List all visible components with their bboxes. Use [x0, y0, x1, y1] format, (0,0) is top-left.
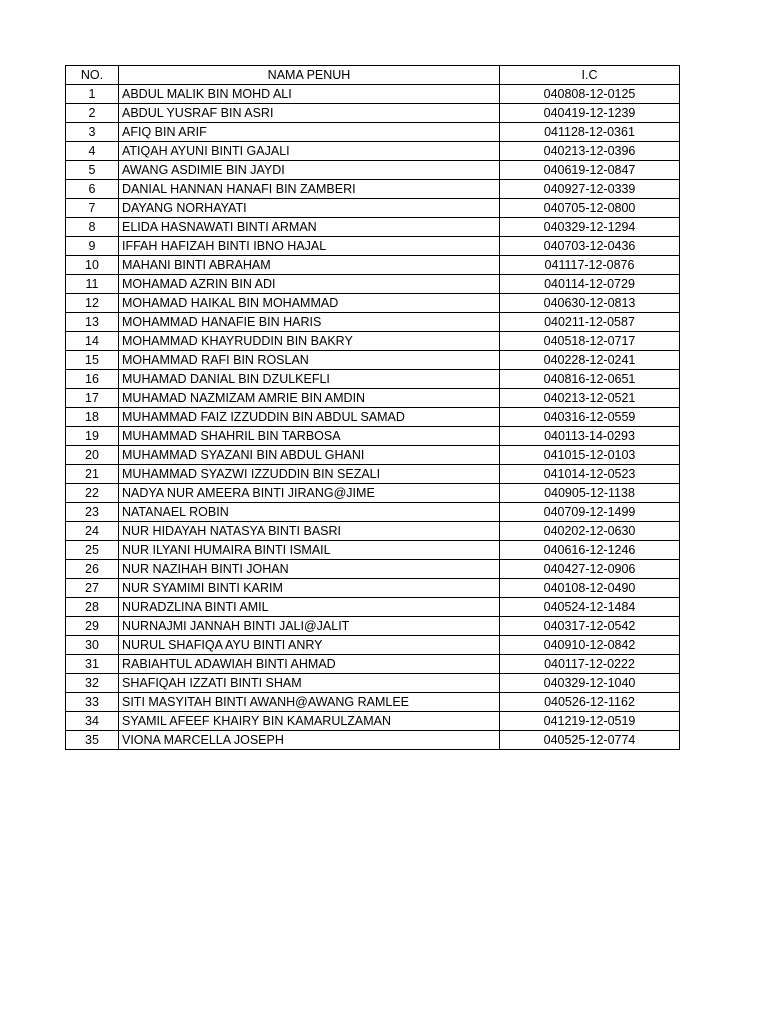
- table-row: [66, 674, 680, 693]
- table-row: [66, 351, 680, 370]
- row-full-name: NADYA NUR AMEERA BINTI JIRANG@JIME: [119, 484, 500, 503]
- row-ic-number: 041128-12-0361: [500, 123, 680, 142]
- row-ic-number: 040518-12-0717: [500, 332, 680, 351]
- row-full-name: MUHAMMAD SYAZWI IZZUDDIN BIN SEZALI: [119, 465, 500, 484]
- row-number: 1: [66, 85, 119, 104]
- table-row: [66, 218, 680, 237]
- row-number: 15: [66, 351, 119, 370]
- table-row: [66, 237, 680, 256]
- row-full-name: MOHAMMAD RAFI BIN ROSLAN: [119, 351, 500, 370]
- table-header-row: [66, 66, 680, 85]
- row-number: 29: [66, 617, 119, 636]
- row-number: 22: [66, 484, 119, 503]
- table-row: [66, 161, 680, 180]
- table-row: [66, 731, 680, 750]
- row-full-name: MUHAMMAD SYAZANI BIN ABDUL GHANI: [119, 446, 500, 465]
- row-number: 34: [66, 712, 119, 731]
- row-number: 5: [66, 161, 119, 180]
- row-full-name: NUR HIDAYAH NATASYA BINTI BASRI: [119, 522, 500, 541]
- row-full-name: NURADZLINA BINTI AMIL: [119, 598, 500, 617]
- row-ic-number: 040910-12-0842: [500, 636, 680, 655]
- row-ic-number: 040525-12-0774: [500, 731, 680, 750]
- row-full-name: AFIQ BIN ARIF: [119, 123, 500, 142]
- row-number: 10: [66, 256, 119, 275]
- table-row: [66, 598, 680, 617]
- row-full-name: ELIDA HASNAWATI BINTI ARMAN: [119, 218, 500, 237]
- row-full-name: MOHAMMAD HANAFIE BIN HARIS: [119, 313, 500, 332]
- table-row: [66, 123, 680, 142]
- row-full-name: IFFAH HAFIZAH BINTI IBNO HAJAL: [119, 237, 500, 256]
- table-row: [66, 256, 680, 275]
- row-number: 21: [66, 465, 119, 484]
- row-number: 11: [66, 275, 119, 294]
- row-full-name: NUR NAZIHAH BINTI JOHAN: [119, 560, 500, 579]
- row-full-name: NUR SYAMIMI BINTI KARIM: [119, 579, 500, 598]
- row-full-name: SHAFIQAH IZZATI BINTI SHAM: [119, 674, 500, 693]
- row-number: 23: [66, 503, 119, 522]
- row-number: 16: [66, 370, 119, 389]
- row-full-name: DANIAL HANNAN HANAFI BIN ZAMBERI: [119, 180, 500, 199]
- row-ic-number: 040213-12-0521: [500, 389, 680, 408]
- row-number: 27: [66, 579, 119, 598]
- row-ic-number: 040329-12-1040: [500, 674, 680, 693]
- row-full-name: MUHAMMAD SHAHRIL BIN TARBOSA: [119, 427, 500, 446]
- row-ic-number: 040524-12-1484: [500, 598, 680, 617]
- row-ic-number: 040117-12-0222: [500, 655, 680, 674]
- row-full-name: MAHANI BINTI ABRAHAM: [119, 256, 500, 275]
- row-ic-number: 040114-12-0729: [500, 275, 680, 294]
- row-ic-number: 040108-12-0490: [500, 579, 680, 598]
- table-row: [66, 712, 680, 731]
- table-row: [66, 142, 680, 161]
- row-full-name: NUR ILYANI HUMAIRA BINTI ISMAIL: [119, 541, 500, 560]
- row-number: 14: [66, 332, 119, 351]
- row-ic-number: 041015-12-0103: [500, 446, 680, 465]
- row-number: 7: [66, 199, 119, 218]
- row-ic-number: 040317-12-0542: [500, 617, 680, 636]
- table-row: [66, 446, 680, 465]
- row-number: 26: [66, 560, 119, 579]
- row-full-name: MOHAMMAD KHAYRUDDIN BIN BAKRY: [119, 332, 500, 351]
- row-number: 4: [66, 142, 119, 161]
- row-number: 12: [66, 294, 119, 313]
- table-row: [66, 522, 680, 541]
- table-row: [66, 579, 680, 598]
- row-number: 24: [66, 522, 119, 541]
- row-full-name: MUHAMAD NAZMIZAM AMRIE BIN AMDIN: [119, 389, 500, 408]
- row-ic-number: 040329-12-1294: [500, 218, 680, 237]
- row-number: 6: [66, 180, 119, 199]
- row-number: 13: [66, 313, 119, 332]
- row-ic-number: 040202-12-0630: [500, 522, 680, 541]
- table-row: [66, 370, 680, 389]
- row-ic-number: 040419-12-1239: [500, 104, 680, 123]
- table-row: [66, 655, 680, 674]
- row-ic-number: 041219-12-0519: [500, 712, 680, 731]
- row-number: 35: [66, 731, 119, 750]
- table-row: [66, 294, 680, 313]
- table-row: [66, 408, 680, 427]
- row-full-name: NATANAEL ROBIN: [119, 503, 500, 522]
- row-full-name: SITI MASYITAH BINTI AWANH@AWANG RAMLEE: [119, 693, 500, 712]
- row-ic-number: 040927-12-0339: [500, 180, 680, 199]
- row-ic-number: 041014-12-0523: [500, 465, 680, 484]
- row-number: 17: [66, 389, 119, 408]
- row-full-name: SYAMIL AFEEF KHAIRY BIN KAMARULZAMAN: [119, 712, 500, 731]
- row-number: 30: [66, 636, 119, 655]
- table-row: [66, 503, 680, 522]
- header-ic: I.C: [500, 66, 680, 85]
- row-number: 8: [66, 218, 119, 237]
- table-row: [66, 313, 680, 332]
- row-number: 28: [66, 598, 119, 617]
- row-number: 32: [66, 674, 119, 693]
- row-ic-number: 040816-12-0651: [500, 370, 680, 389]
- row-ic-number: 040709-12-1499: [500, 503, 680, 522]
- table-row: [66, 541, 680, 560]
- table-row: [66, 180, 680, 199]
- row-number: 20: [66, 446, 119, 465]
- table-row: [66, 427, 680, 446]
- row-ic-number: 040616-12-1246: [500, 541, 680, 560]
- row-ic-number: 041117-12-0876: [500, 256, 680, 275]
- table-row: [66, 617, 680, 636]
- row-number: 31: [66, 655, 119, 674]
- row-ic-number: 040808-12-0125: [500, 85, 680, 104]
- row-number: 18: [66, 408, 119, 427]
- row-ic-number: 040228-12-0241: [500, 351, 680, 370]
- row-full-name: MUHAMMAD FAIZ IZZUDDIN BIN ABDUL SAMAD: [119, 408, 500, 427]
- row-full-name: MUHAMAD DANIAL BIN DZULKEFLI: [119, 370, 500, 389]
- row-number: 19: [66, 427, 119, 446]
- row-full-name: VIONA MARCELLA JOSEPH: [119, 731, 500, 750]
- row-ic-number: 040705-12-0800: [500, 199, 680, 218]
- row-number: 25: [66, 541, 119, 560]
- table-row: [66, 85, 680, 104]
- row-full-name: ABDUL MALIK BIN MOHD ALI: [119, 85, 500, 104]
- table-row: [66, 332, 680, 351]
- row-full-name: NURUL SHAFIQA AYU BINTI ANRY: [119, 636, 500, 655]
- table-row: [66, 484, 680, 503]
- row-ic-number: 040113-14-0293: [500, 427, 680, 446]
- table-row: [66, 104, 680, 123]
- row-full-name: ABDUL YUSRAF BIN ASRI: [119, 104, 500, 123]
- student-list-sheet: [65, 65, 679, 750]
- header-full-name: NAMA PENUH: [119, 66, 500, 85]
- row-number: 2: [66, 104, 119, 123]
- row-full-name: RABIAHTUL ADAWIAH BINTI AHMAD: [119, 655, 500, 674]
- row-full-name: DAYANG NORHAYATI: [119, 199, 500, 218]
- table-row: [66, 199, 680, 218]
- row-full-name: AWANG ASDIMIE BIN JAYDI: [119, 161, 500, 180]
- table-row: [66, 693, 680, 712]
- row-full-name: MOHAMAD AZRIN BIN ADI: [119, 275, 500, 294]
- row-ic-number: 040211-12-0587: [500, 313, 680, 332]
- table-row: [66, 275, 680, 294]
- row-number: 33: [66, 693, 119, 712]
- student-table: [65, 65, 680, 750]
- row-ic-number: 040427-12-0906: [500, 560, 680, 579]
- row-ic-number: 040619-12-0847: [500, 161, 680, 180]
- row-ic-number: 040213-12-0396: [500, 142, 680, 161]
- row-ic-number: 040316-12-0559: [500, 408, 680, 427]
- row-ic-number: 040526-12-1162: [500, 693, 680, 712]
- row-full-name: ATIQAH AYUNI BINTI GAJALI: [119, 142, 500, 161]
- row-number: 3: [66, 123, 119, 142]
- row-full-name: NURNAJMI JANNAH BINTI JALI@JALIT: [119, 617, 500, 636]
- header-no: NO.: [66, 66, 119, 85]
- table-row: [66, 560, 680, 579]
- row-number: 9: [66, 237, 119, 256]
- row-ic-number: 040703-12-0436: [500, 237, 680, 256]
- table-row: [66, 465, 680, 484]
- row-ic-number: 040905-12-1138: [500, 484, 680, 503]
- table-body: [66, 85, 680, 750]
- table-row: [66, 636, 680, 655]
- row-full-name: MOHAMAD HAIKAL BIN MOHAMMAD: [119, 294, 500, 313]
- table-row: [66, 389, 680, 408]
- row-ic-number: 040630-12-0813: [500, 294, 680, 313]
